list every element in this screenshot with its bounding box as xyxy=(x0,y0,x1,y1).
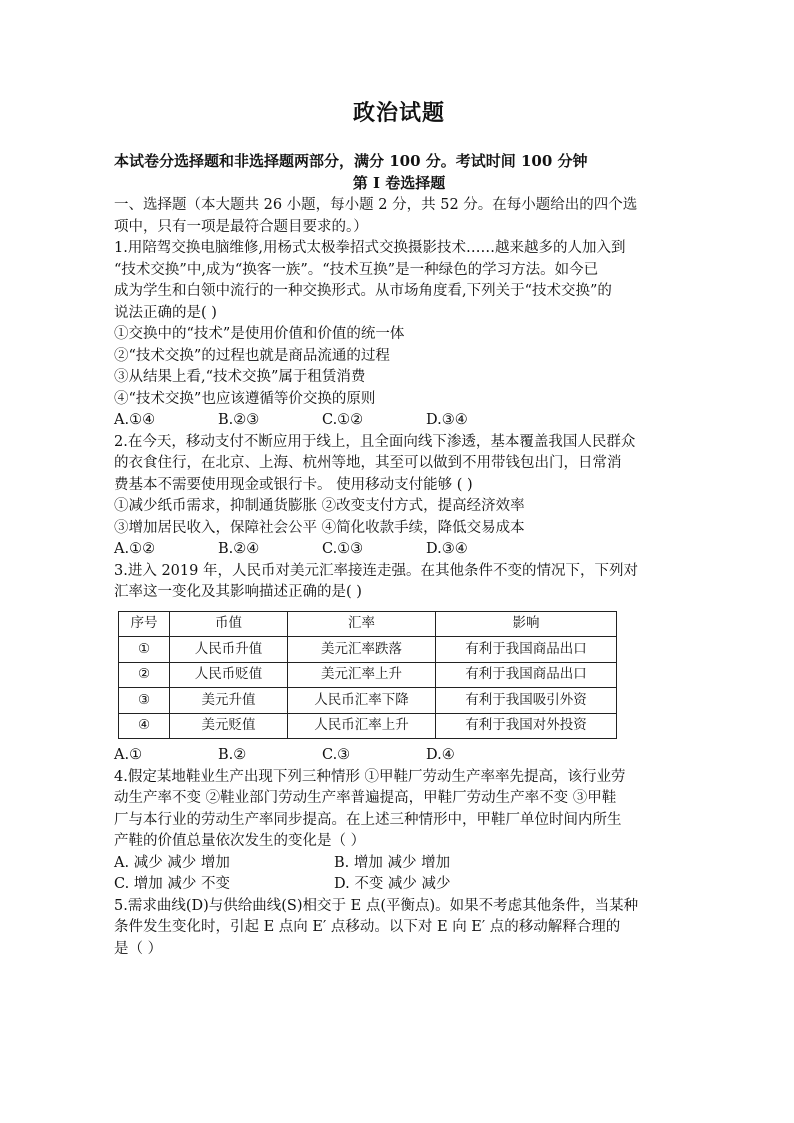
question-stem-line: 2.在今天，移动支付不断应用于线上，且全面向线下渗透，基本覆盖我国人民群众 xyxy=(114,433,636,450)
table-header-row xyxy=(119,611,617,637)
table-header-cell: 币值 xyxy=(170,611,288,637)
option-b: B.②③ xyxy=(218,412,260,428)
option-c: C.①② xyxy=(322,412,364,428)
table-row xyxy=(119,637,617,663)
question-stem-line: 1.用陪驾交换电脑维修,用杨式太极拳招式交换摄影技术……越来越多的人加入到 xyxy=(114,240,626,256)
table-header-cell: 序号 xyxy=(119,611,170,637)
statement-line: ②“技术交换”的过程也就是商品流通的过程 xyxy=(114,347,390,364)
option-a: A.①④ xyxy=(114,412,156,428)
option-d: D. 不变 减少 减少 xyxy=(334,876,451,892)
option-a: A.①② xyxy=(114,541,156,557)
option-d: D.④ xyxy=(426,747,455,763)
question-stem-line: 费基本不需要使用现金或银行卡。 使用移动支付能够 ( ) xyxy=(114,476,473,493)
question-stem-line: 5.需求曲线(D)与供给曲线(S)相交于 E 点(平衡点)。如果不考虑其他条件，当某种 xyxy=(114,897,639,914)
option-b: B. 增加 减少 增加 xyxy=(334,854,451,871)
option-a: A. 减少 减少 增加 xyxy=(114,854,230,871)
table-cell: 美元升值 xyxy=(170,688,288,714)
statement-line: ①交换中的“技术”是使用价值和价值的统一体 xyxy=(114,326,405,342)
question-stem-line: 3.进入 2019 年，人民币对美元汇率接连走强。在其他条件不变的情况下，下列对 xyxy=(114,562,638,579)
section-title: 第 I 卷选择题 xyxy=(352,174,446,192)
question-4 xyxy=(114,767,684,896)
option-b: B.② xyxy=(218,747,247,763)
option-b: B.②④ xyxy=(218,541,260,557)
answer-options xyxy=(114,745,684,767)
answer-options xyxy=(114,853,684,875)
table-cell: 美元汇率跌落 xyxy=(288,637,436,663)
table-cell: ② xyxy=(119,662,170,688)
table-row xyxy=(119,713,617,739)
question-1 xyxy=(114,238,684,432)
question-stem-line: “技术交换”中,成为“换客一族”。“技术互换”是一种绿色的学习方法。如今已 xyxy=(114,261,599,278)
question-stem-line: 4.假定某地鞋业生产出现下列三种情形 ①甲鞋厂劳动生产率率先提高，该行业劳 xyxy=(114,768,626,785)
option-c: C.③ xyxy=(322,747,351,763)
table-cell: 有利于我国商品出口 xyxy=(436,662,617,688)
question-5 xyxy=(114,896,684,961)
table-cell: ④ xyxy=(119,713,170,739)
exchange-rate-table xyxy=(118,611,617,740)
question-stem-line: 说法正确的是( ) xyxy=(114,304,217,321)
question-stem-line: 汇率这一变化及其影响描述正确的是( ) xyxy=(114,584,362,600)
table-cell: 美元贬值 xyxy=(170,713,288,739)
table-cell: 人民币汇率下降 xyxy=(288,688,436,714)
question-stem-line: 产鞋的价值总量依次发生的变化是（ ） xyxy=(114,833,366,849)
statement-line: ③从结果上看,“技术交换”属于租赁消费 xyxy=(114,369,366,385)
table-cell: 有利于我国吸引外资 xyxy=(436,688,617,714)
question-stem-line: 成为学生和白领中流行的一种交换形式。从市场角度看,下列关于“技术交换”的 xyxy=(114,283,612,299)
table-cell: ① xyxy=(119,637,170,663)
answer-options xyxy=(114,874,684,896)
answer-options xyxy=(114,539,684,561)
page-title: 政治试题 xyxy=(352,100,445,126)
table-cell: ③ xyxy=(119,688,170,714)
table-header-cell: 影响 xyxy=(436,611,617,637)
statement-line: ④“技术交换”也应该遵循等价交换的原则 xyxy=(114,390,376,407)
question-3 xyxy=(114,561,684,767)
option-d: D.③④ xyxy=(426,541,468,557)
table-cell: 人民币贬值 xyxy=(170,662,288,688)
instruction-line: 项中，只有一项是最符合题目要求的。） xyxy=(114,218,368,235)
statement-line: ①减少纸币需求，抑制通货膨胀 ②改变支付方式，提高经济效率 xyxy=(114,498,525,514)
answer-options xyxy=(114,410,684,432)
question-stem-line: 厂与本行业的劳动生产率同步提高。在上述三种情形中，甲鞋厂单位时间内所生 xyxy=(114,811,622,828)
table-cell: 人民币升值 xyxy=(170,637,288,663)
table-cell: 有利于我国对外投资 xyxy=(436,713,617,739)
table-row xyxy=(119,688,617,714)
table-row xyxy=(119,662,617,688)
question-2 xyxy=(114,432,684,561)
question-stem-line: 动生产率不变 ②鞋业部门劳动生产率普遍提高，甲鞋厂劳动生产率不变 ③甲鞋 xyxy=(114,790,617,806)
table-cell: 美元汇率上升 xyxy=(288,662,436,688)
table-cell: 有利于我国商品出口 xyxy=(436,637,617,663)
option-c: C. 增加 减少 不变 xyxy=(114,876,231,892)
statement-line: ③增加居民收入，保障社会公平 ④简化收款手续，降低交易成本 xyxy=(114,519,525,536)
option-d: D.③④ xyxy=(426,412,468,428)
option-a: A.① xyxy=(114,747,143,763)
question-stem-line: 是（ ） xyxy=(114,940,163,957)
exam-body xyxy=(114,195,684,960)
option-c: C.①③ xyxy=(322,541,364,557)
table-cell: 人民币汇率上升 xyxy=(288,713,436,739)
table-header-cell: 汇率 xyxy=(288,611,436,637)
question-stem-line: 条件发生变化时，引起 E 点向 E′ 点移动。以下对 E 向 E′ 点的移动解释合理的 xyxy=(114,919,621,935)
question-stem-line: 的衣食住行，在北京、上海、杭州等地，其至可以做到不用带钱包出门，日常消 xyxy=(114,455,622,471)
instruction-line: 一、选择题（本大题共 26 小题，每小题 2 分，共 52 分。在每小题给出的四个选 xyxy=(114,197,638,213)
exam-subtitle: 本试卷分选择题和非选择题两部分，满分 100 分。考试时间 100 分钟 xyxy=(114,152,588,170)
